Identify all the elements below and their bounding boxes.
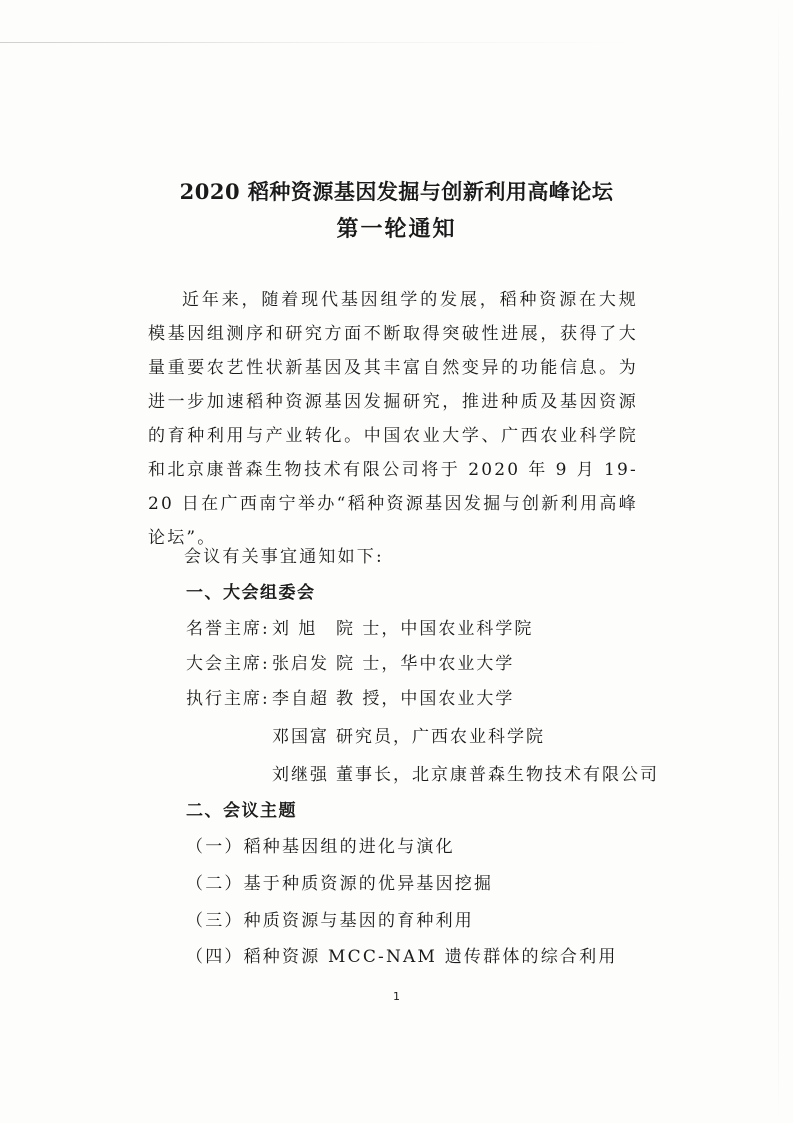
committee-row [186,722,545,747]
topic-item: （三）种质资源与基因的育种利用 [186,911,474,931]
page-number: 1 [393,990,400,1003]
topic-item: （一）稻种基因组的进化与演化 [186,837,455,857]
committee-row [186,614,533,639]
committee-name: 邓国富 [272,727,329,747]
committee-row [186,684,514,709]
notice-line: 会议有关事宜通知如下: [184,547,384,567]
committee-row [186,760,659,785]
document-subtitle: 第一轮通知 [336,216,457,242]
section-heading-committee: 一、大会组委会 [186,583,316,603]
committee-title: 教 授，中国农业大学 [336,689,515,709]
committee-title: 院 士，华中农业大学 [336,654,515,674]
committee-role: 大会主席: [186,654,270,674]
committee-row [186,649,514,674]
committee-title: 院 士，中国农业科学院 [336,619,534,639]
committee-name: 刘继强 [272,765,329,785]
topic-item: （二）基于种质资源的优异基因挖掘 [186,874,494,894]
intro-paragraph: 近年来，随着现代基因组学的发展，稻种资源在大规模基因组测序和研究方面不断取得突破性进展，获得了大量重要农艺性状新基因及其丰富自然变异的功能信息。为进一步加速稻种资源基因发掘研究，推进种质及基因资源的育种利用与产业转化。中国农业大学、广西农业科学院和北京康普森生物技术有限公司将于 2020 年 9 月 19-20 日在广西南宁举办“稻种资源基因发掘与创新利用高峰论坛”。 [148,290,638,548]
committee-name: 张启发 [272,654,329,674]
committee-title: 董事长，北京康普森生物技术有限公司 [336,765,659,785]
committee-role: 名誉主席: [186,619,270,639]
scan-edge-line [778,0,779,1123]
committee-name: 刘 旭 [272,619,318,639]
committee-role: 执行主席: [186,689,270,709]
committee-title: 研究员，广西农业科学院 [336,727,545,747]
topic-item: （四）稻种资源 MCC-NAM 遗传群体的综合利用 [186,947,618,967]
section-heading-topics: 二、会议主题 [186,801,297,821]
document-title: 2020 稻种资源基因发掘与创新利用高峰论坛 [179,179,614,204]
committee-name: 李自超 [272,689,329,709]
scan-artifact-line [0,42,793,43]
